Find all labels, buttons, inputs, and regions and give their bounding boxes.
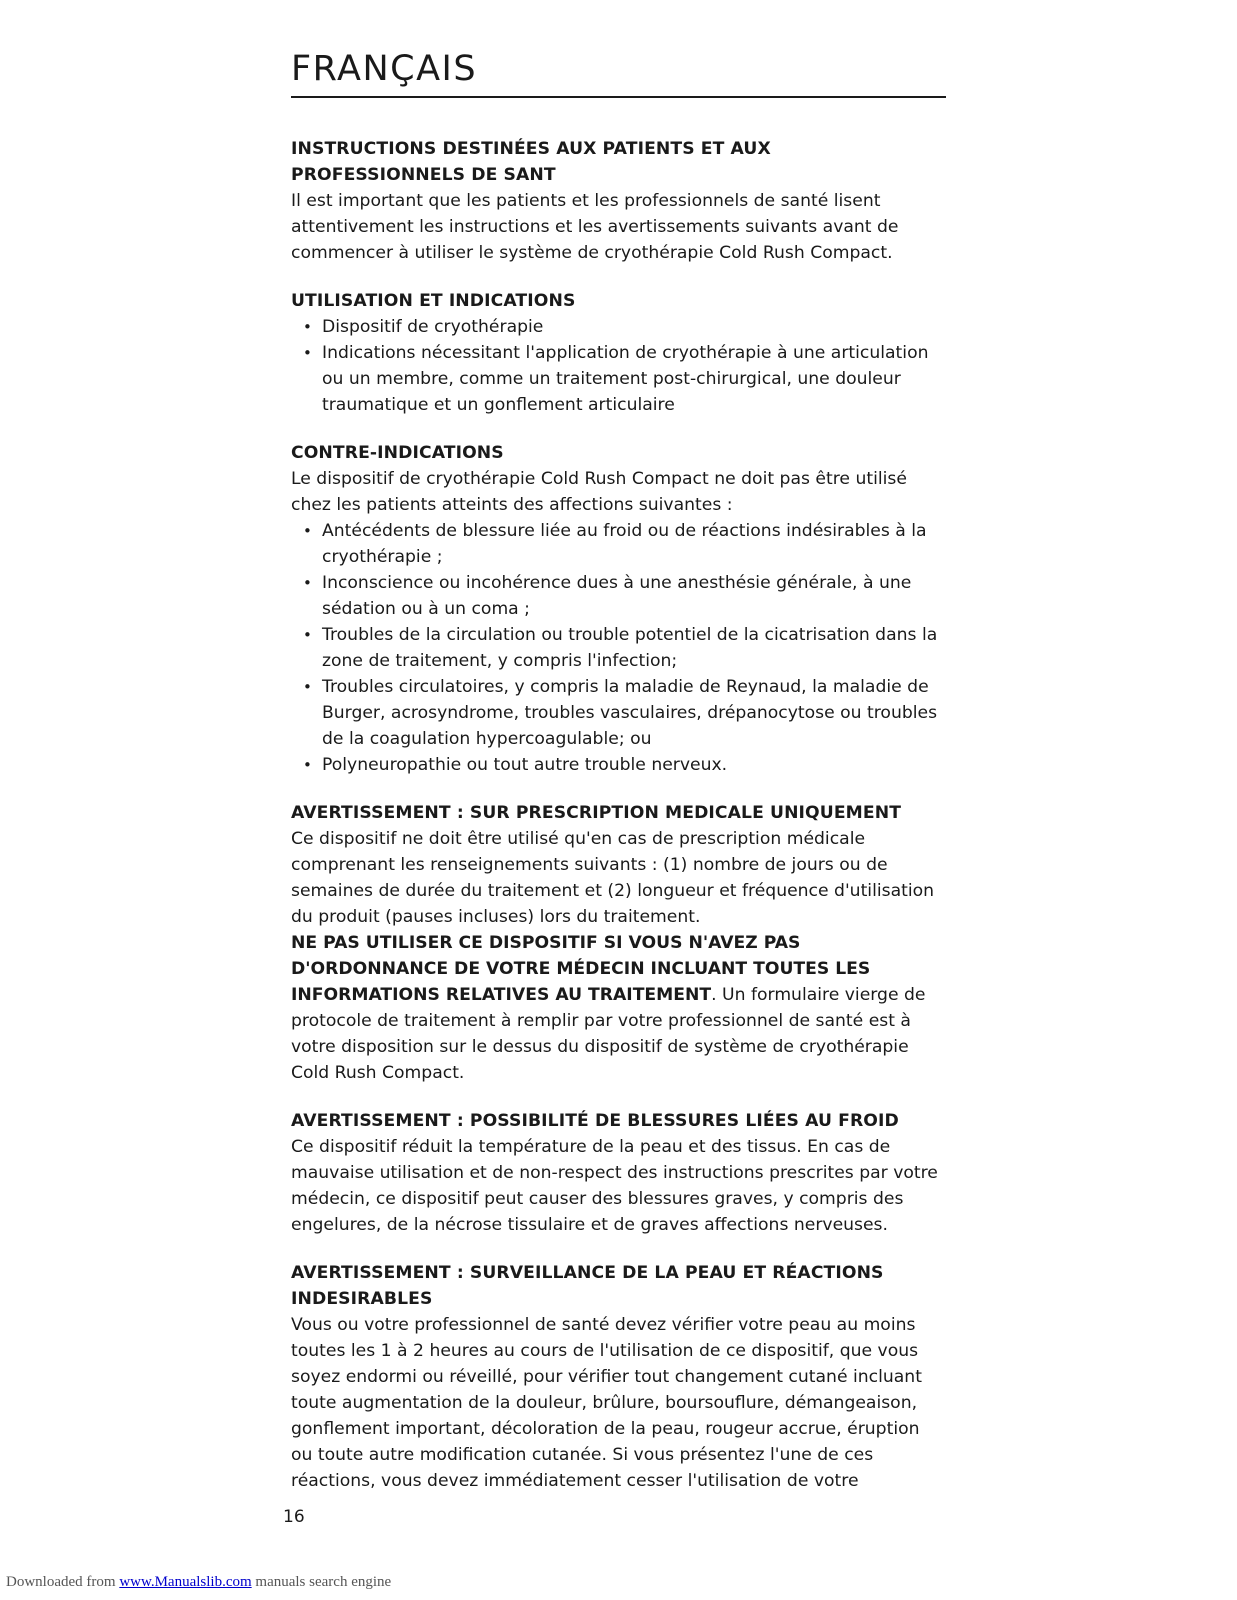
footer-suffix: manuals search engine bbox=[251, 1574, 392, 1590]
list-item-text: Antécédents de blessure liée au froid ou de réactions indésirables à la cryothérapie ; bbox=[322, 521, 927, 567]
section-froid bbox=[291, 1108, 946, 1238]
warning-continuation: . Un formulaire vierge de protocole de traitement à remplir par votre professionnel de santé est à votre disposition sur le dessus du dispositif de système de cryothérapie Cold Rush Compact. bbox=[291, 985, 926, 1083]
bullet-icon: • bbox=[303, 522, 312, 540]
list-item bbox=[291, 622, 946, 674]
bullet-icon: • bbox=[303, 756, 312, 774]
section-heading: AVERTISSEMENT : SUR PRESCRIPTION MEDICALE UNIQUEMENT bbox=[291, 803, 902, 823]
list-item bbox=[291, 674, 946, 752]
section-heading: UTILISATION ET INDICATIONS bbox=[291, 291, 576, 311]
section-body: Vous ou votre professionnel de santé devez vérifier votre peau au moins toutes les 1 à 2 heures au cours de l'utilisation de ce dispositif, que vous soyez endormi ou réveillé, pour vérifier tout changement cutané incluant toute augmentation de la douleur, brûlure, boursouflure, démangeaison, gonflement important, décoloration de la peau, rougeur accrue, éruption ou toute autre modification cutanée. Si vous présentez l'une de ces réactions, vous devez immédiatement cesser l'utilisation de votre bbox=[291, 1315, 922, 1491]
section-heading: INSTRUCTIONS DESTINÉES AUX PATIENTS ET AUX PROFESSIONNELS DE SANT bbox=[291, 139, 771, 185]
title-divider bbox=[291, 96, 946, 98]
contre-indications-list bbox=[291, 518, 946, 778]
page-number: 16 bbox=[283, 1507, 305, 1527]
list-item-text: Troubles circulatoires, y compris la maladie de Reynaud, la maladie de Burger, acrosyndrome, troubles vasculaires, drépanocytose ou troubles de la coagulation hypercoagulable; ou bbox=[322, 677, 938, 749]
list-item bbox=[291, 752, 946, 778]
list-item bbox=[291, 340, 946, 418]
section-utilisation bbox=[291, 288, 946, 418]
section-prescription bbox=[291, 800, 946, 1086]
bullet-icon: • bbox=[303, 626, 312, 644]
prescription-warning-paragraph bbox=[291, 930, 946, 1086]
list-item bbox=[291, 518, 946, 570]
section-contre-indications bbox=[291, 440, 946, 778]
section-body: Ce dispositif réduit la température de la peau et des tissus. En cas de mauvaise utilisation et de non-respect des instructions prescrites par votre médecin, ce dispositif peut causer des blessures graves, y compris des engelures, de la nécrose tissulaire et de graves affections nerveuses. bbox=[291, 1137, 938, 1235]
bullet-icon: • bbox=[303, 678, 312, 696]
footer-prefix: Downloaded from bbox=[6, 1574, 120, 1590]
bullet-icon: • bbox=[303, 344, 312, 362]
section-surveillance bbox=[291, 1260, 946, 1494]
section-body: Le dispositif de cryothérapie Cold Rush Compact ne doit pas être utilisé chez les patients atteints des affections suivantes : bbox=[291, 469, 907, 515]
list-item-text: Troubles de la circulation ou trouble potentiel de la cicatrisation dans la zone de traitement, y compris l'infection; bbox=[322, 625, 938, 671]
list-item-text: Polyneuropathie ou tout autre trouble nerveux. bbox=[322, 755, 728, 775]
section-heading: AVERTISSEMENT : SURVEILLANCE DE LA PEAU ET RÉACTIONS INDESIRABLES bbox=[291, 1263, 884, 1309]
manualslib-link[interactable]: www.Manualslib.com bbox=[119, 1574, 252, 1590]
document-page bbox=[291, 40, 946, 1516]
language-title: FRANÇAIS bbox=[291, 49, 478, 89]
list-item-text: Indications nécessitant l'application de cryothérapie à une articulation ou un membre, comme un traitement post-chirurgical, une douleur traumatique et un gonflement articulaire bbox=[322, 343, 929, 415]
bullet-icon: • bbox=[303, 318, 312, 336]
download-footer bbox=[6, 1574, 391, 1591]
section-body: Il est important que les patients et les professionnels de santé lisent attentivement les instructions et les avertissements suivants avant de commencer à utiliser le système de cryothérapie Cold Rush Compact. bbox=[291, 191, 899, 263]
section-heading: CONTRE-INDICATIONS bbox=[291, 443, 504, 463]
list-item-text: Inconscience ou incohérence dues à une anesthésie générale, à une sédation ou à un coma ; bbox=[322, 573, 912, 619]
list-item bbox=[291, 570, 946, 622]
section-heading: AVERTISSEMENT : POSSIBILITÉ DE BLESSURES LIÉES AU FROID bbox=[291, 1111, 899, 1131]
bold-warning: NE PAS UTILISER CE DISPOSITIF SI VOUS N'AVEZ PAS D'ORDONNANCE DE VOTRE MÉDECIN INCLUANT TOUTES LES INFORMATIONS RELATIVES AU TRAITEMENT bbox=[291, 933, 871, 1005]
bullet-icon: • bbox=[303, 574, 312, 592]
list-item bbox=[291, 314, 946, 340]
section-body: Ce dispositif ne doit être utilisé qu'en cas de prescription médicale comprenant les renseignements suivants : (1) nombre de jours ou de semaines de durée du traitement et (2) longueur et fréquence d'utilisation du produit (pauses incluses) lors du traitement. bbox=[291, 829, 935, 927]
list-item-text: Dispositif de cryothérapie bbox=[322, 317, 544, 337]
section-instructions bbox=[291, 136, 946, 266]
indications-list bbox=[291, 314, 946, 418]
